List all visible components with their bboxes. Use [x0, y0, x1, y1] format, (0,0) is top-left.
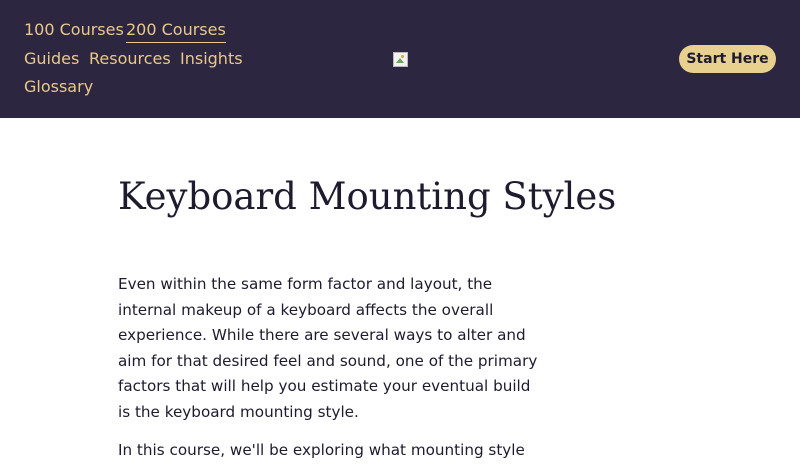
nav-link-100-courses[interactable]: 100 Courses: [24, 20, 124, 39]
nav-link-glossary[interactable]: Glossary: [24, 77, 94, 96]
article-paragraph: In this course, we'll be exploring what mounting style: [118, 441, 525, 459]
image-mountain-glyph: [396, 58, 404, 63]
start-here-button[interactable]: Start Here: [679, 45, 776, 73]
broken-image-icon[interactable]: [393, 52, 409, 66]
site-header: [0, 0, 800, 118]
nav-link-insights[interactable]: Insights: [180, 49, 243, 68]
page-title: Keyboard Mounting Styles: [118, 175, 617, 218]
nav-link-resources[interactable]: Resources: [89, 49, 171, 68]
article-paragraph: Even within the same form factor and layout, the internal makeup of a keyboard affects the overall experience. While there are several ways to alter and aim for that desired feel and sound, one of the primary factors that will help you estimate your eventual build is the keyboard mounting style.: [118, 275, 538, 421]
image-sun-glyph: [401, 55, 404, 58]
nav-link-200-courses[interactable]: 200 Courses: [126, 20, 226, 43]
nav-link-guides[interactable]: Guides: [24, 49, 80, 68]
